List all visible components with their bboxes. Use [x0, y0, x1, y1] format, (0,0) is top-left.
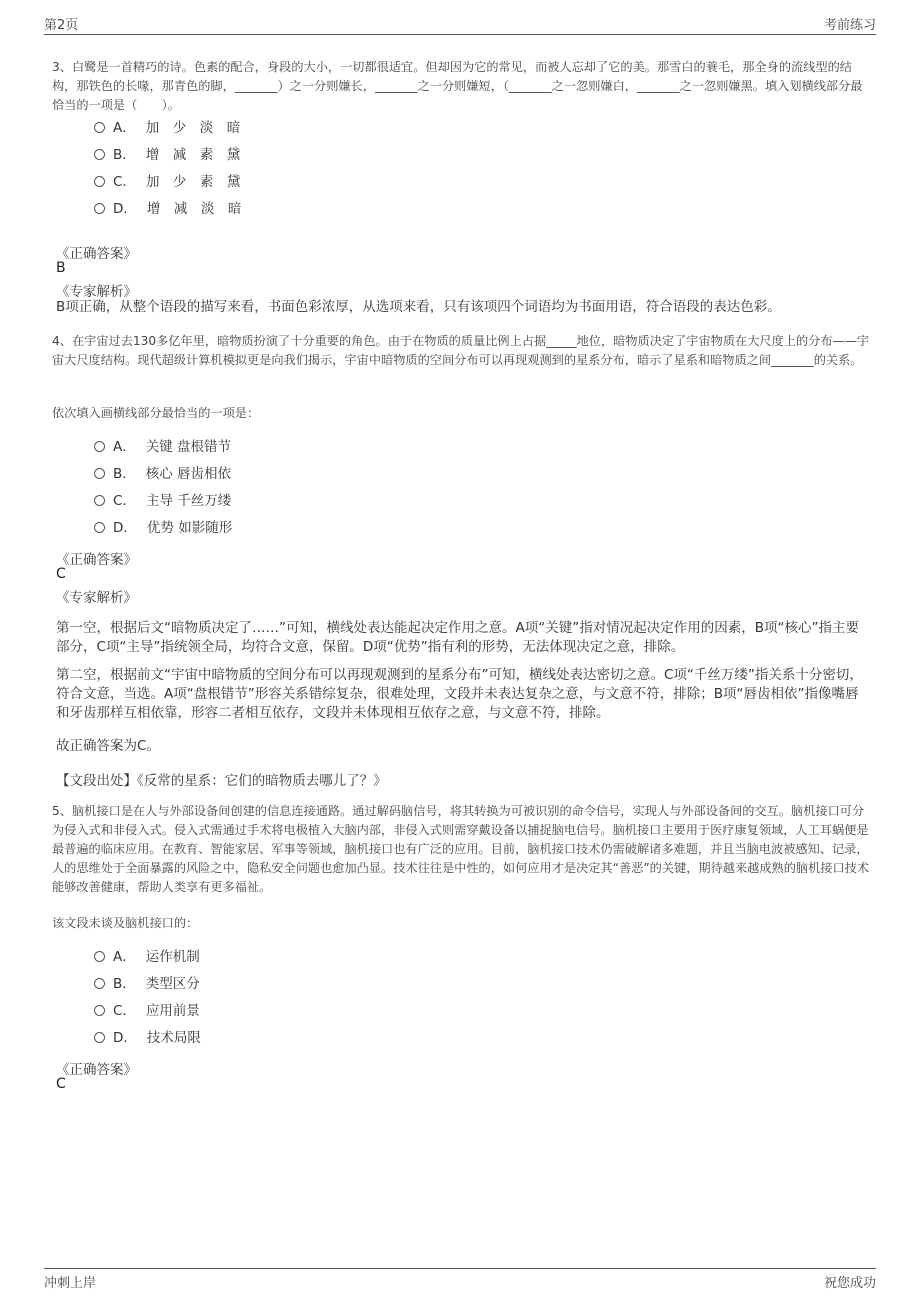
q4-analysis-conclusion: 故正确答案为C。: [56, 738, 160, 754]
option-key: A．: [113, 439, 136, 455]
option-text: 加 少 素 黛: [145, 174, 241, 190]
option-text: 主导 千丝万缕: [145, 493, 232, 509]
option-key: B．: [113, 466, 136, 482]
q3-analysis: B项正确，从整个语段的描写来看，书面色彩浓厚，从选项来看，只有该项四个词语均为书面用语，符合语段的表达色彩。: [56, 299, 781, 315]
option-text: 加 少 淡 暗: [145, 120, 241, 136]
option-text: 核心 唇齿相依: [145, 466, 232, 482]
q3-analysis-label: 《专家解析》: [56, 284, 137, 300]
radio-icon[interactable]: [94, 468, 105, 479]
q4-prompt: 依次填入画横线部分最恰当的一项是：: [52, 406, 260, 420]
q4-analysis-paragraph-2: 第二空，根据前文“宇宙中暗物质的空间分布可以再现观测到的星系分布”可知，横线处表达密切之意。C项“千丝万缕”指关系十分密切，符合文意，当选。A项“盘根错节”形容关系错综复杂，很难处理，文段并未表达复杂之意，与文意不符，排除；B项“唇齿相依”指像嘴唇和牙齿那样互相依靠，形容二者相互依存，文段并未体现相互依存之意，与文意不符，排除。: [56, 667, 863, 721]
q5-answer-label: 《正确答案》: [56, 1062, 137, 1078]
option-text: 类型区分: [145, 976, 200, 992]
question-3-text: 3、白鹭是一首精巧的诗。色素的配合，身段的大小，一切都很适宜。但却因为它的常见，而被人忘却了它的美。那雪白的蓑毛，那全身的流线型的结构，那铁色的长喙，那青色的脚，_______）之一分则嫌长，_______之一分则嫌短，（_______之一忽则嫌白，_______之一忽则嫌黑。填入划横线部分最恰当的一项是（ ）。: [52, 60, 863, 112]
option-text: 优势 如影随形: [146, 520, 233, 536]
q5-option-c[interactable]: [94, 1001, 200, 1021]
page-footer: [44, 1268, 876, 1291]
q4-analysis-paragraph-1: 第一空，根据后文“暗物质决定了……”可知，横线处表达能起决定作用之意。A项“关键”指对情况起决定作用的因素，B项“核心”指主要部分，C项“主导”指统领全局，均符合文意，保留。D项“优势”指有利的形势，无法体现决定之意，排除。: [56, 620, 859, 655]
q4-answer-label: 《正确答案》: [56, 552, 137, 568]
radio-icon[interactable]: [94, 149, 105, 160]
q3-answer-label: 《正确答案》: [56, 246, 137, 262]
q5-answer: C: [56, 1076, 66, 1092]
q4-source: 【文段出处】《反常的星系：它们的暗物质去哪儿了？》: [56, 773, 387, 789]
radio-icon[interactable]: [94, 1032, 105, 1043]
q5-option-b[interactable]: [94, 974, 200, 994]
radio-icon[interactable]: [94, 495, 105, 506]
radio-icon[interactable]: [94, 441, 105, 452]
header-title: 考前练习: [823, 18, 876, 33]
q5-prompt: 该文段未谈及脑机接口的：: [52, 916, 199, 930]
option-text: 增 减 素 黛: [145, 147, 241, 163]
q3-answer: B: [56, 260, 66, 276]
question-4-text: 4、在宇宙过去130多亿年里，暗物质扮演了十分重要的角色。由于在物质的质量比例上占据_____地位，暗物质决定了宇宙物质在大尺度上的分布——宇宙大尺度结构。现代超级计算机模拟更是向我们揭示，宇宙中暗物质的空间分布可以再现观测到的星系分布，暗示了星系和暗物质之间_______的关系。: [52, 334, 870, 367]
radio-icon[interactable]: [94, 203, 105, 214]
option-key: D．: [113, 1030, 137, 1046]
radio-icon[interactable]: [94, 978, 105, 989]
option-key: C．: [113, 493, 136, 509]
q4-option-c[interactable]: [94, 491, 231, 511]
q3-option-c[interactable]: [94, 172, 240, 192]
option-key: A．: [113, 120, 136, 136]
option-key: B．: [113, 976, 136, 992]
option-text: 运作机制: [145, 949, 200, 965]
q4-option-d[interactable]: [94, 518, 232, 538]
q5-option-d[interactable]: [94, 1028, 201, 1048]
page-header: [44, 14, 876, 35]
option-key: C．: [113, 1003, 136, 1019]
option-text: 应用前景: [145, 1003, 200, 1019]
q3-option-d[interactable]: [94, 199, 241, 219]
radio-icon[interactable]: [94, 522, 105, 533]
option-key: D．: [113, 201, 137, 217]
radio-icon[interactable]: [94, 1005, 105, 1016]
q4-analysis-label: 《专家解析》: [56, 590, 137, 606]
footer-left-text: 冲刺上岸: [44, 1276, 97, 1291]
option-text: 增 减 淡 暗: [146, 201, 242, 217]
q4-answer: C: [56, 566, 66, 582]
option-key: A．: [113, 949, 136, 965]
q3-option-b[interactable]: [94, 145, 240, 165]
q4-option-a[interactable]: [94, 437, 231, 457]
option-text: 关键 盘根错节: [145, 439, 232, 455]
q3-option-a[interactable]: [94, 118, 240, 138]
option-key: C．: [113, 174, 136, 190]
q5-option-a[interactable]: [94, 947, 200, 967]
radio-icon[interactable]: [94, 951, 105, 962]
q4-option-b[interactable]: [94, 464, 231, 484]
radio-icon[interactable]: [94, 176, 105, 187]
option-key: D．: [113, 520, 137, 536]
page-number: 第2页: [44, 18, 79, 33]
option-key: B．: [113, 147, 136, 163]
footer-right-text: 祝您成功: [823, 1276, 876, 1291]
radio-icon[interactable]: [94, 122, 105, 133]
question-5-text: 5、脑机接口是在人与外部设备间创建的信息连接通路。通过解码脑信号，将其转换为可被识别的命令信号，实现人与外部设备间的交互。脑机接口可分为侵入式和非侵入式。侵入式需通过手术将电极植入大脑内部，非侵入式则需穿戴设备以捕捉脑电信号。脑机接口主要用于医疗康复领域，人工耳蜗便是最普遍的临床应用。在教育、智能家居、军事等领域，脑机接口也有广泛的应用。目前，脑机接口技术仍需破解诸多难题，并且当脑电波被感知、记录，人的思维处于全面暴露的风险之中，隐私安全问题也愈加凸显。技术往往是中性的，如何应用才是决定其“善恶”的关键，期待越来越成熟的脑机接口技术能够改善健康，帮助人类享有更多福祉。: [52, 804, 870, 894]
option-text: 技术局限: [146, 1030, 201, 1046]
